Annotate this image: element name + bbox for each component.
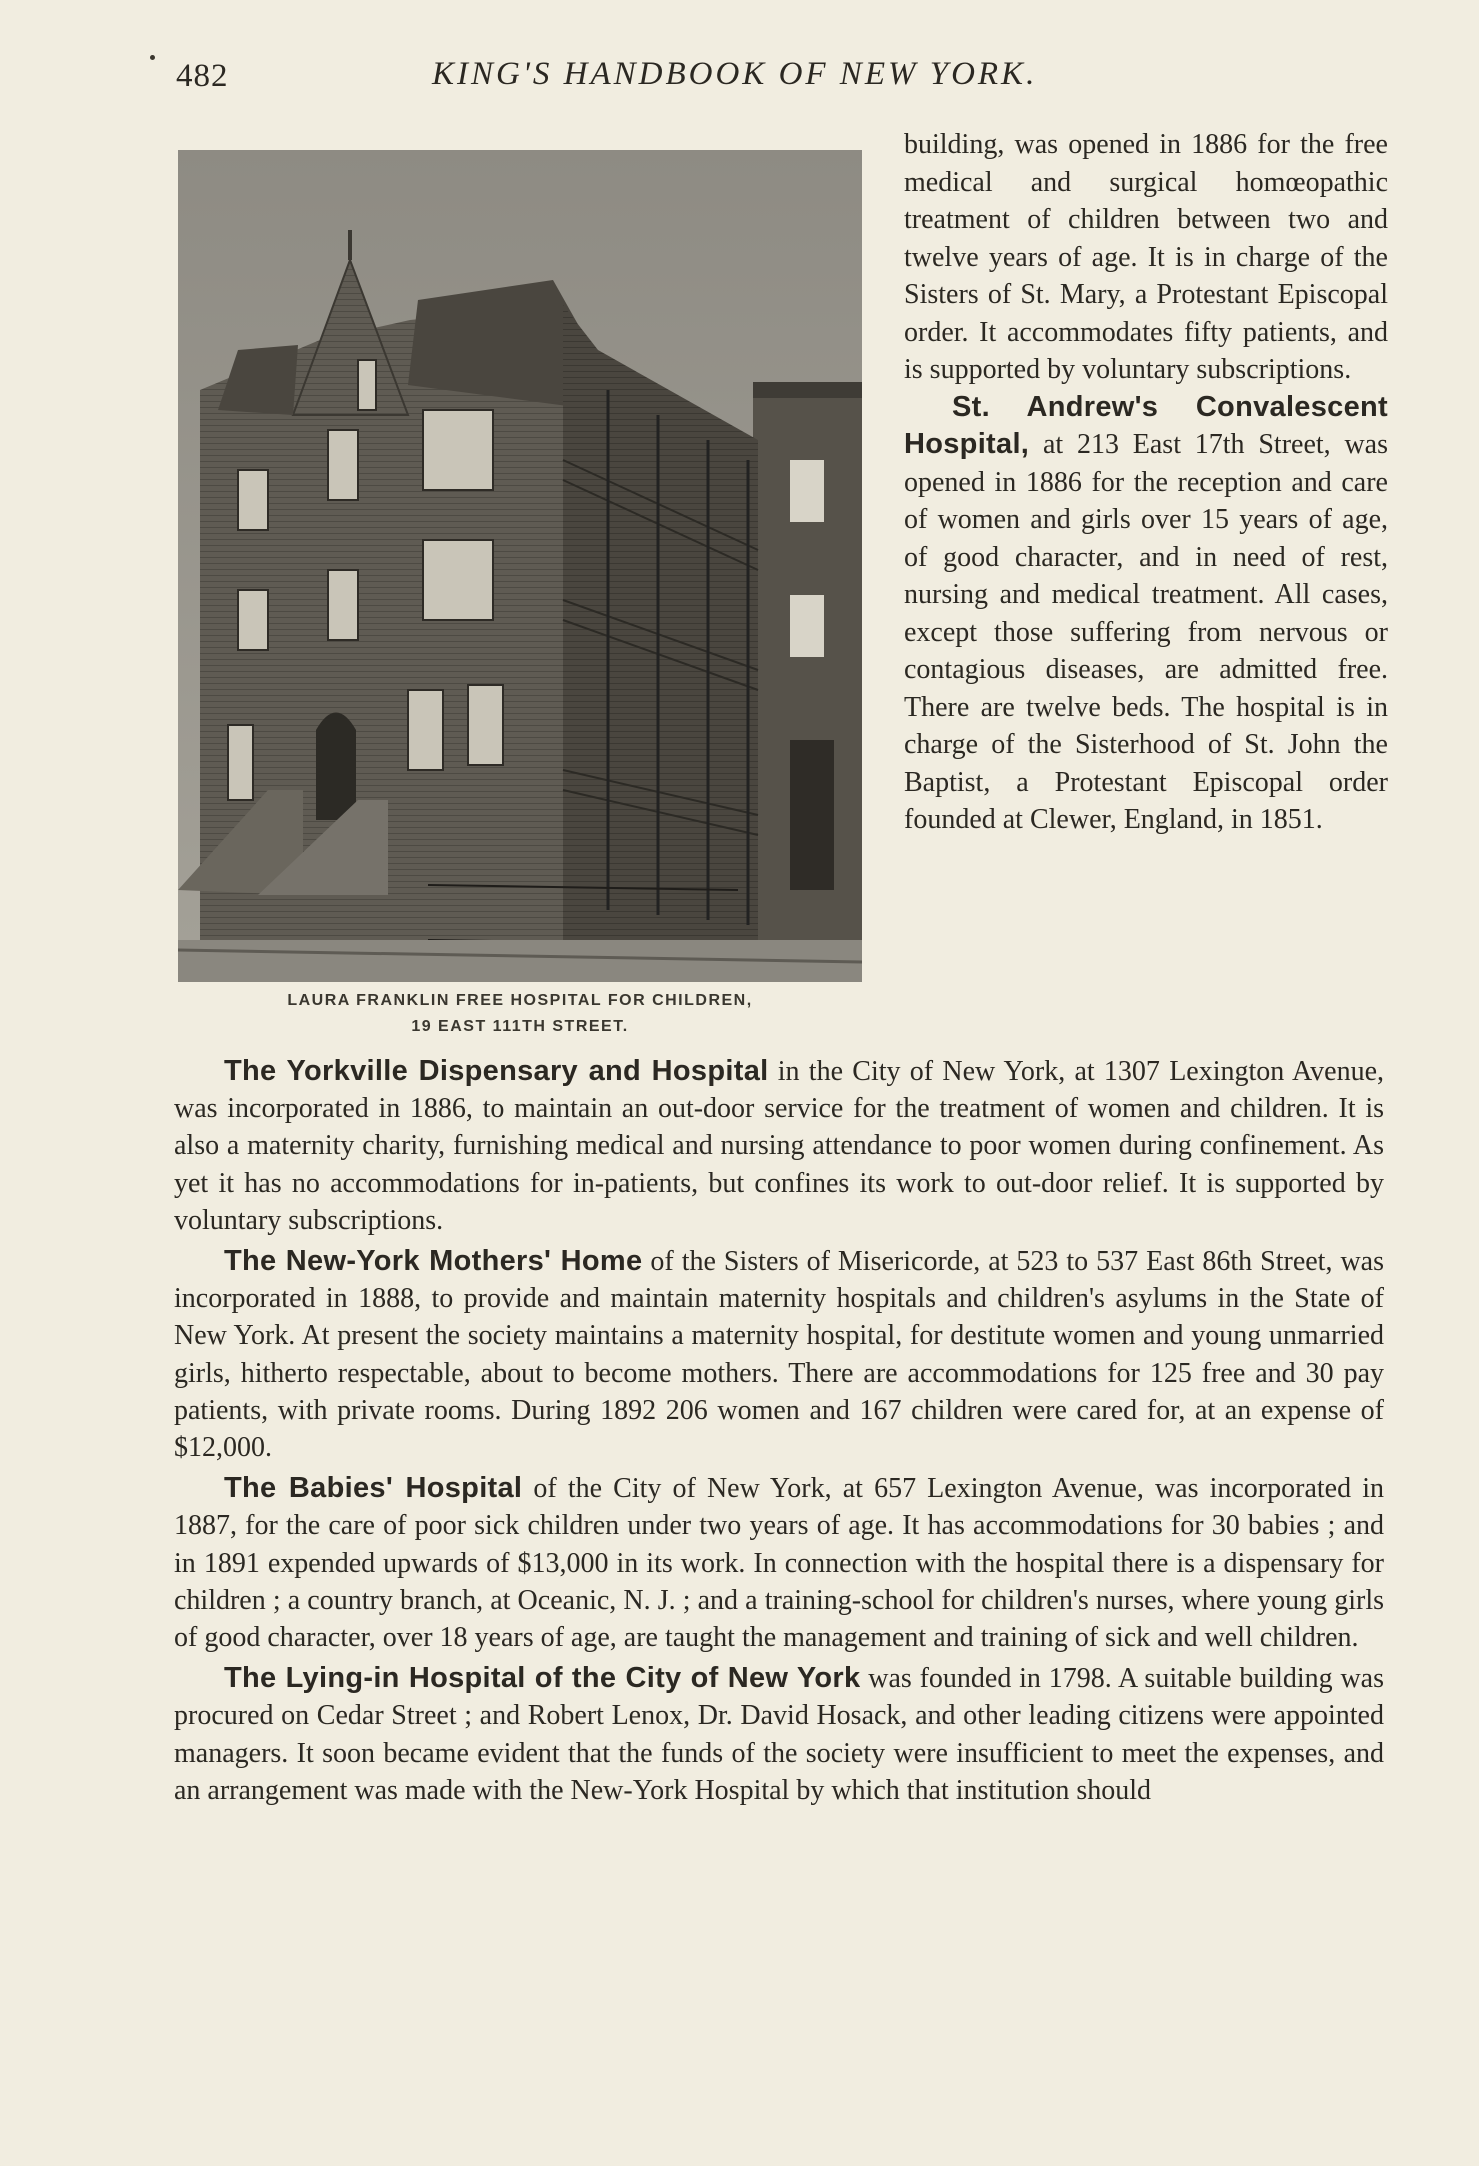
caption-line-1: LAURA FRANKLIN FREE HOSPITAL FOR CHILDREN,: [287, 992, 753, 1009]
yorkville-text: in the City of New York, at 1307 Lexington Avenue, was incorporated in 1886, to maintain an out-door service for the treatment of women and children. It is also a maternity charity, furnishing medical and nursing attendance to poor women during confinement. As yet it has no accommodations for in-patients, but confines its work to out-door relief. It is supported by voluntary subscriptions.: [174, 1056, 1384, 1236]
running-title: KING'S HANDBOOK OF NEW YORK.: [432, 56, 1038, 92]
paragraph-babies-hospital: [174, 1470, 1384, 1656]
continuation-paragraph: building, was opened in 1886 for the free medical and surgical homœopathic treatment of children between two and twelve years of age. It is in charge of the Sisters of St. Mary, a Protestant Episcopal order. It accommodates fifty patients, and is supported by voluntary subscriptions.: [904, 129, 1388, 385]
hospital-engraving: [178, 150, 862, 982]
mothers-home-heading: The New-York Mothers' Home: [224, 1245, 643, 1278]
page-number: 482: [176, 58, 229, 94]
st-andrews-paragraph: [904, 389, 1388, 839]
paragraph-mothers-home: [174, 1243, 1384, 1466]
yorkville-heading: The Yorkville Dispensary and Hospital: [224, 1055, 769, 1087]
st-andrews-heading: St. Andrew's Convalescent Hospital,: [904, 390, 1388, 460]
st-andrews-text: at 213 East 17th Street, was opened in 1886 for the reception and care of women and girls over 15 years of age, of good character, and in need of rest, nursing and medical treatment. All cases, except those suffering from nervous or contagious diseases, are admitted free. There are twelve beds. The hospital is in charge of the Sisterhood of St. John the Baptist, a Protestant Episcopal order founded at Clewer, England, in 1851.: [904, 429, 1388, 835]
paragraph-lying-in: [174, 1660, 1384, 1809]
margin-mark: [150, 55, 155, 60]
main-text: [174, 1053, 1384, 1813]
mothers-home-text: of the Sisters of Misericorde, at 523 to 537 East 86th Street, was incorporated in 1888, to provide and maintain maternity hospitals and children's asylums in the State of New York. At present the society maintains a maternity hospital, for destitute women and young unmarried girls, hitherto respectable, about to become mothers. There are accommodations for 125 free and 30 pay patients, with private rooms. During 1892 206 women and 167 children were cared for, at an expense of $12,000.: [174, 1246, 1384, 1464]
paragraph-yorkville: [174, 1053, 1384, 1239]
figure-caption: [178, 988, 862, 1040]
babies-hospital-text: of the City of New York, at 657 Lexington Avenue, was incorporated in 1887, for the care of poor sick children under two years of age. It has accommodations for 30 babies ; and in 1891 expended upwards of $13,000 in its work. In connection with the hospital there is a dispensary for children ; a country branch, at Oceanic, N. J. ; and a training-school for children's nurses, where young girls of good character, over 18 years of age, are taught the management and training of sick and well children.: [174, 1473, 1384, 1654]
babies-hospital-heading: The Babies' Hospital: [224, 1472, 523, 1505]
right-column: [904, 126, 1388, 839]
caption-line-2: 19 EAST 111TH STREET.: [411, 1018, 629, 1035]
lying-in-text: was founded in 1798. A suitable building was procured on Cedar Street ; and Robert Lenox, Dr. David Hosack, and other leading citizens were appointed managers. It soon became evident that the funds of the society were insufficient to meet the expenses, and an arrangement was made with the New-York Hospital by which that institution should: [174, 1663, 1384, 1806]
building-illustration: [178, 150, 862, 982]
lying-in-heading: The Lying-in Hospital of the City of New York: [224, 1662, 861, 1695]
